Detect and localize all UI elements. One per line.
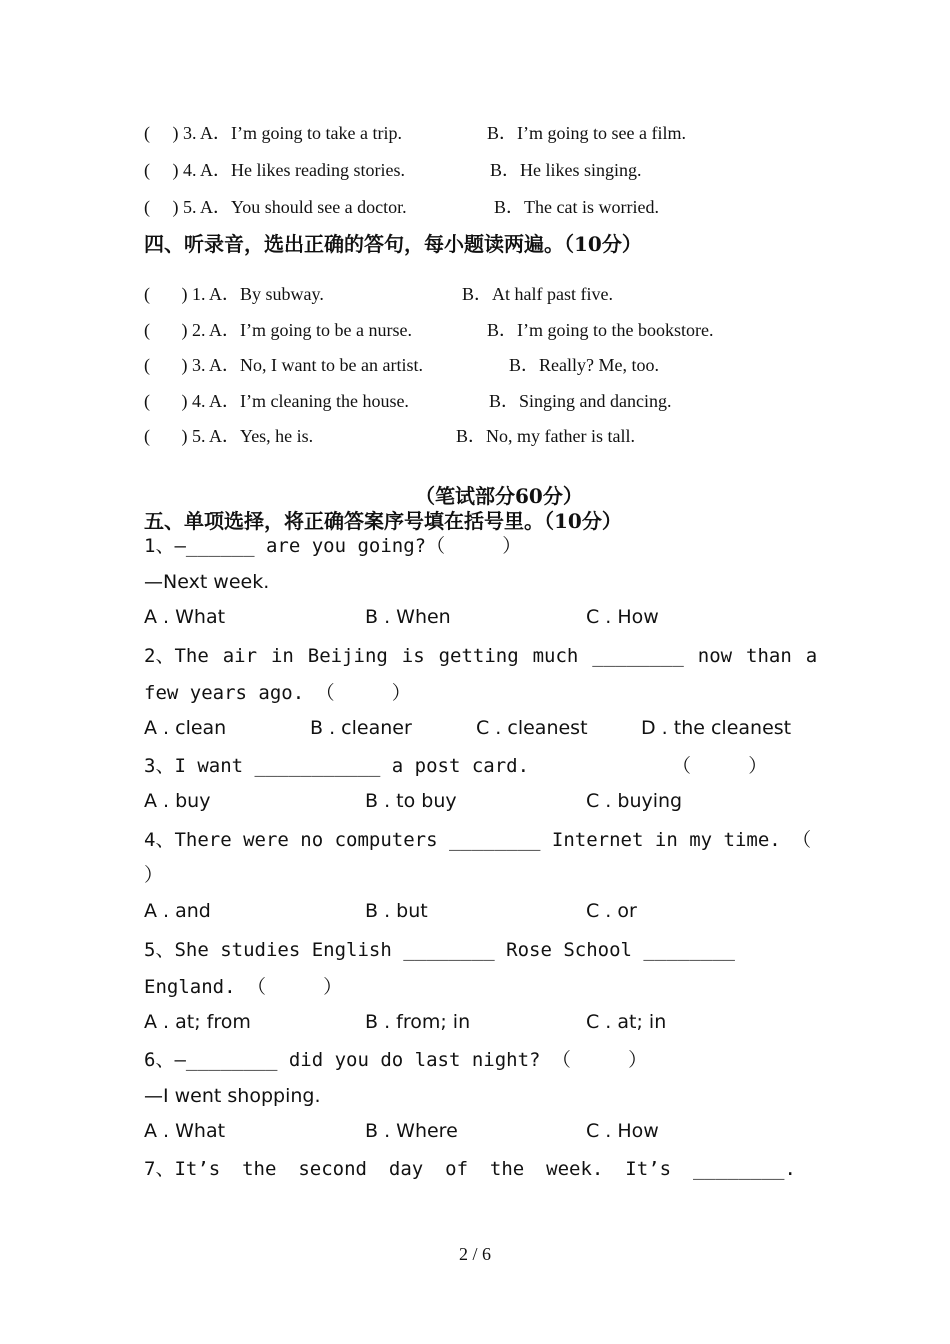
s4-q3-option-b: B．Really? Me, too.: [509, 355, 659, 375]
s5-q1-option-c: C . How: [586, 606, 659, 628]
s5-q6-stem: 6、—________ did you do last night? （ ）: [144, 1049, 648, 1071]
s5-q1-stem: 1、—______ are you going?（ ）: [144, 535, 522, 557]
s4-q2-stem: ( ) 2. A．I’m going to be a nurse.: [144, 320, 412, 340]
page-number: 2 / 6: [458, 1244, 491, 1264]
s5-q6-option-c: C . How: [586, 1120, 659, 1142]
s4-q1-option-b: B．At half past five.: [462, 284, 613, 304]
s3-q4-stem: ( ) 4. A．He likes reading stories.: [144, 160, 405, 180]
s5-q3-option-c: C . buying: [586, 790, 683, 812]
s5-q1-option-b: B . When: [365, 606, 451, 628]
s4-q2-option-b: B．I’m going to the bookstore.: [487, 320, 714, 340]
s5-q7-word: It’s: [625, 1158, 672, 1180]
s5-q2-option-b: B . cleaner: [310, 717, 412, 739]
written-part-title: （笔试部分60分）: [415, 484, 583, 508]
s5-q7-word: the: [489, 1158, 525, 1180]
s5-q7-word: day: [388, 1158, 424, 1180]
s5-q4-stem-line1: 4、There were no computers ________ Internet in my time. （: [144, 829, 812, 851]
s4-q4-option-b: B．Singing and dancing.: [489, 391, 672, 411]
s5-q4-stem-line2: ）: [144, 864, 164, 886]
s5-q5-option-a: A . at; from: [144, 1011, 251, 1033]
s5-q7-word: ________.: [692, 1158, 796, 1180]
s5-q7-word: week.: [546, 1158, 604, 1180]
s3-q3-option-b: B．I’m going to see a film.: [487, 123, 686, 143]
s5-q5-stem-line2: England. （ ）: [144, 976, 343, 998]
s5-q1-option-a: A . What: [144, 606, 226, 628]
section4-heading: 四、听录音，选出正确的答句，每小题读两遍。（10分）: [144, 232, 642, 256]
s5-q6-option-a: A . What: [144, 1120, 226, 1142]
s5-q7-word: the: [242, 1158, 277, 1180]
s5-q3-stem: 3、I want ___________ a post card.: [144, 755, 530, 777]
s5-q7-stem: [144, 1160, 796, 1179]
s5-q7-word: 7、It’s: [144, 1158, 221, 1180]
s4-q1-stem: ( ) 1. A．By subway.: [144, 284, 324, 304]
s3-q3-stem: ( ) 3. A．I’m going to take a trip.: [144, 123, 402, 143]
s5-q3-option-a: A . buy: [144, 790, 211, 812]
s5-q4-option-c: C . or: [586, 900, 637, 922]
s5-q5-option-c: C . at; in: [586, 1011, 667, 1033]
s5-q4-option-b: B . but: [365, 900, 428, 922]
s5-q2-stem-line2: few years ago. （ ）: [144, 682, 411, 704]
s5-q5-stem-line1: 5、She studies English ________ Rose School ________: [144, 939, 735, 961]
s5-q2-option-c: C . cleanest: [476, 717, 588, 739]
s5-q7-word: of: [445, 1158, 469, 1180]
s5-q7-word: second: [298, 1158, 367, 1180]
s5-q2-option-d: D . the cleanest: [641, 717, 792, 739]
s5-q2-stem-line1: 2、The air in Beijing is getting much ________ now than a: [144, 645, 818, 667]
s3-q5-option-b: B．The cat is worried.: [494, 197, 659, 217]
s5-q5-option-b: B . from; in: [365, 1011, 471, 1033]
s4-q3-stem: ( ) 3. A．No, I want to be an artist.: [144, 355, 423, 375]
s5-q4-option-a: A . and: [144, 900, 211, 922]
s5-q3-option-b: B . to buy: [365, 790, 457, 812]
section5-heading: 五、单项选择，将正确答案序号填在括号里。（10分）: [144, 509, 622, 533]
s5-q3-paren: （ ）: [672, 755, 768, 777]
s5-q2-option-a: A . clean: [144, 717, 227, 739]
s3-q4-option-b: B．He likes singing.: [490, 160, 642, 180]
s4-q5-stem: ( ) 5. A．Yes, he is.: [144, 426, 314, 446]
s5-q1-answer: —Next week.: [144, 571, 270, 593]
s4-q5-option-b: B．No, my father is tall.: [456, 426, 635, 446]
s3-q5-stem: ( ) 5. A．You should see a doctor.: [144, 197, 407, 217]
s4-q4-stem: ( ) 4. A．I’m cleaning the house.: [144, 391, 409, 411]
s5-q6-answer: —I went shopping.: [144, 1085, 321, 1107]
s5-q6-option-b: B . Where: [365, 1120, 458, 1142]
